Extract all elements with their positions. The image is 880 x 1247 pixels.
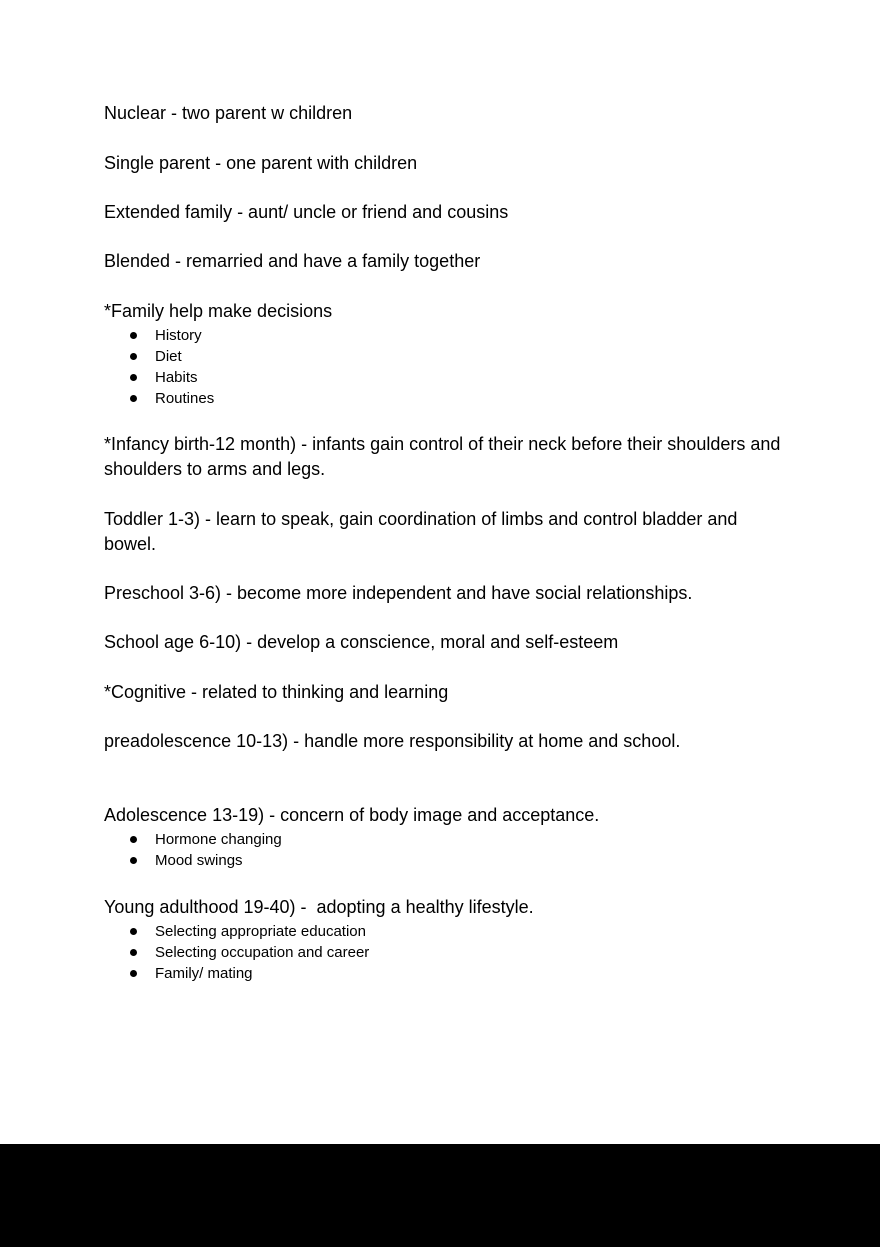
family-decisions-list (130, 325, 214, 409)
list-item (130, 829, 282, 850)
paragraph-single-parent: Single parent - one parent with children (104, 153, 418, 173)
list-item-label: Family/ mating (155, 965, 253, 982)
paragraph-blended: Blended - remarried and have a family together (104, 251, 481, 271)
bullet-icon (130, 332, 137, 339)
paragraph-extended-family: Extended family - aunt/ uncle or friend and cousins (104, 202, 509, 222)
list-item-label: Hormone changing (155, 831, 282, 848)
list-item (130, 388, 214, 409)
paragraph-cognitive: *Cognitive - related to thinking and learning (104, 682, 449, 702)
bullet-icon (130, 836, 137, 843)
list-item (130, 367, 214, 388)
list-item-label: Habits (155, 369, 198, 386)
list-item (130, 850, 282, 871)
paragraph-adolescence: Adolescence 13-19) - concern of body image and acceptance. (104, 805, 600, 825)
list-item (130, 325, 214, 346)
paragraph-preschool: Preschool 3-6) - become more independent and have social relationships. (104, 583, 693, 603)
paragraph-nuclear: Nuclear - two parent w children (104, 103, 353, 123)
list-item (130, 921, 369, 942)
bullet-icon (130, 949, 137, 956)
adolescence-list (130, 829, 282, 871)
list-item (130, 942, 369, 963)
list-item-label: Selecting occupation and career (155, 944, 370, 961)
list-item-label: Selecting appropriate education (155, 923, 366, 940)
bullet-icon (130, 374, 137, 381)
list-item-label: Routines (155, 390, 215, 407)
list-item (130, 963, 369, 984)
paragraph-infancy: *Infancy birth-12 month) - infants gain control of their neck before their shoulders and shoulders to arms and legs. (104, 434, 786, 479)
young-adulthood-list (130, 921, 369, 984)
list-item-label: History (155, 327, 202, 344)
bullet-icon (130, 857, 137, 864)
bullet-icon (130, 353, 137, 360)
bullet-icon (130, 928, 137, 935)
paragraph-school-age: School age 6-10) - develop a conscience, moral and self-esteem (104, 632, 619, 652)
paragraph-preadolescence: preadolescence 10-13) - handle more responsibility at home and school. (104, 731, 681, 751)
black-bottom-bar (0, 1144, 880, 1247)
list-item-label: Diet (155, 348, 182, 365)
bullet-icon (130, 395, 137, 402)
list-item-label: Mood swings (155, 852, 243, 869)
paragraph-family-decisions: *Family help make decisions (104, 301, 333, 321)
paragraph-toddler: Toddler 1-3) - learn to speak, gain coordination of limbs and control bladder and bowel. (104, 509, 743, 554)
bullet-icon (130, 970, 137, 977)
list-item (130, 346, 214, 367)
paragraph-young-adulthood: Young adulthood 19-40) - adopting a healthy lifestyle. (104, 897, 534, 917)
